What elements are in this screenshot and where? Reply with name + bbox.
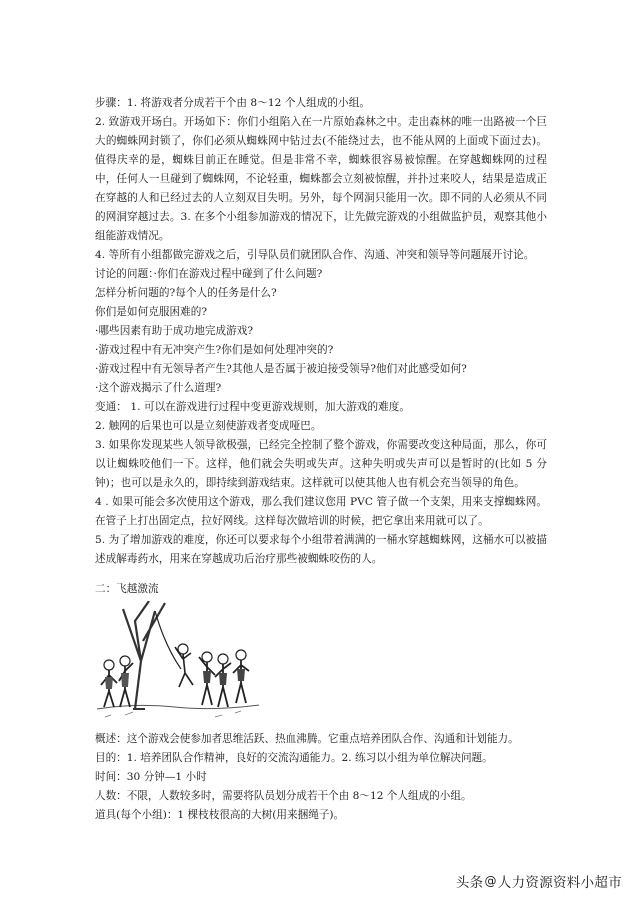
paragraph: ·这个游戏揭示了什么道理? (95, 382, 222, 394)
paragraph: ·哪些因素有助于成功地完成游戏? (95, 325, 254, 337)
overview-block (95, 730, 547, 825)
paragraph: 4 . 如果可能会多次使用这个游戏，那么我们建议您用 PVC 管子做一个支架，用来支撑蜘蛛网。在管子上打出固定点，拉好网线。这样每次做培训的时候，把它拿出来用就可以了。 (95, 496, 547, 527)
paragraph: 道具(每个小组)：1 棵枝枝很高的大树(用来捆绳子)。 (95, 809, 345, 821)
watermark (456, 871, 622, 891)
watermark-at: @ (484, 874, 497, 888)
people-swinging-rope-icon (95, 601, 261, 726)
paragraph: 概述：这个游戏会使参加者思维活跃、热血沸腾。它重点培养团队合作、沟通和计划能力。 (95, 733, 519, 745)
paragraph: 讨论的问题：·你们在游戏过程中碰到了什么问题? (95, 268, 323, 280)
watermark-name: 人力资源资料小超市 (497, 875, 622, 891)
paragraph: 3. 如果你发现某些人领导欲极强，已经完全控制了整个游戏，你需要改变这种局面，那么，你可以让蜘蛛咬他们一下。这样，他们就会失明或失声。这种失明或失声可以是暂时的(比如 5 分钟)；也可以是永久的，即持续到游戏结束。这样就可以使其他人也有机会充当领导的角色。 (95, 439, 547, 489)
paragraph: ·游戏过程中有无冲突产生?你们是如何处理冲突的? (95, 344, 334, 356)
paragraph: 你们是如何克服困难的? (95, 306, 208, 318)
paragraph: 怎样分析问题的?每个人的任务是什么? (95, 287, 277, 299)
paragraph: 步骤：1. 将游戏者分成若干个由 8～12 个人组成的小组。 (95, 97, 370, 109)
watermark-prefix: 头条 (455, 875, 484, 891)
paragraph: ·游戏过程中有无领导者产生?其他人是否属于被迫接受领导?他们对此感受如何? (95, 363, 467, 375)
paragraph: 5. 为了增加游戏的难度，你还可以要求每个小组带着满满的一桶水穿越蜘蛛网，这桶水可以被描述成解毒药水，用来在穿越成功后治疗那些被蜘蛛咬伤的人。 (95, 534, 547, 565)
paragraph: 人数：不限，人数较多时，需要将队员划分成若干个由 8～12 个人组成的小组。 (95, 790, 472, 802)
section-title: 二：飞越激流 (95, 583, 159, 595)
paragraph: 时间：30 分钟—1 小时 (95, 771, 207, 783)
paragraph: 2. 致游戏开场白。开场如下：你们小组陷入在一片原始森林之中。走出森林的唯一出路被一个巨大的蜘蛛网封锁了，你们必须从蜘蛛网中钻过去(不能绕过去，也不能从网的上面或下面过去)。值得庆幸的是，蜘蛛目前正在睡觉。但是非常不幸，蜘蛛很容易被惊醒。在穿越蜘蛛网的过程中，任何人一旦碰到了蜘蛛网，不论轻重，蜘蛛都会立刻被惊醒，并扑过来咬人，结果是造成正在穿越的人和已经过去的人立刻双目失明。另外，每个网洞只能用一次。即不同的人必须从不同的网洞穿越过去。3. 在多个小组参加游戏的情况下，让先做完游戏的小组做监护员，观察其他小组能游戏情况。 (95, 116, 547, 242)
main-text-block (95, 94, 547, 569)
paragraph: 2. 触网的后果也可以是立刻使游戏者变成哑巴。 (95, 420, 322, 432)
paragraph: 4. 等所有小组都做完游戏之后，引导队员们就团队合作、沟通、冲突和领导等问题展开讨论。 (95, 249, 535, 261)
paragraph: 目的：1. 培养团队合作精神，良好的交流沟通能力。2. 练习以小组为单位解决问题。 (95, 752, 493, 764)
paragraph: 变通： 1. 可以在游戏进行过程中变更游戏规则，加大游戏的难度。 (95, 401, 411, 413)
